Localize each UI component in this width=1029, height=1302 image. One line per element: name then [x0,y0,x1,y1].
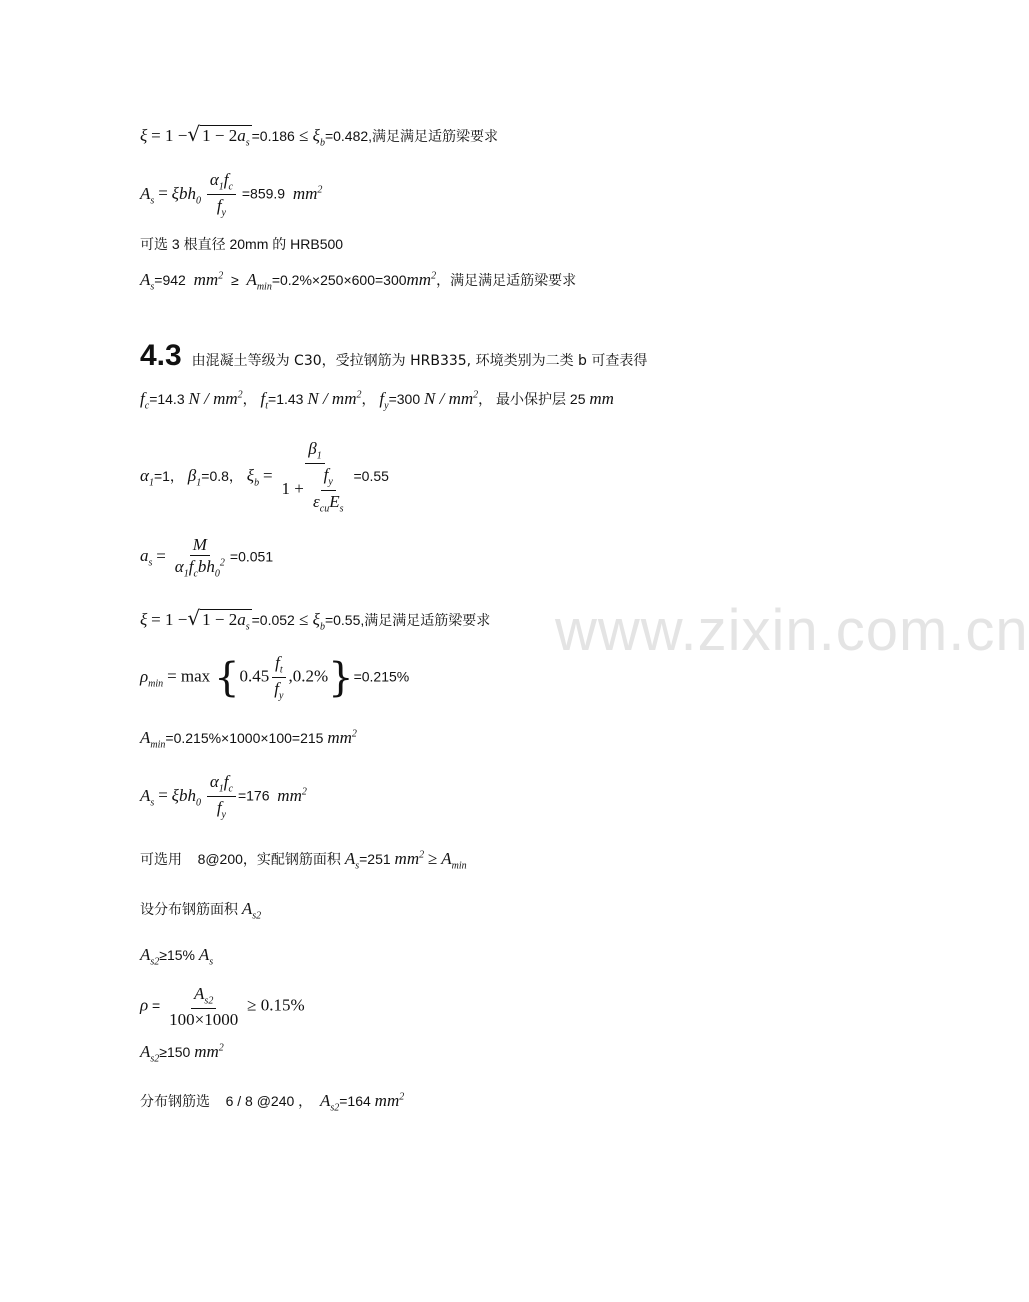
dist-bar-choice: 分布钢筋选 6 / 8 @240 ， $A_{s2}=164$ $mm^2$ [140,1091,405,1114]
dist-area-label: 设分布钢筋面积 $A_{s2}$ [140,899,262,922]
Amin-equation: $A_{min}=0.215\%\times 1000\times 100=215$ $mm^2$ [140,728,357,751]
As-equation-2: $A_s = \xi bh_0$ $\frac{\alpha_1f_c}{f_y}$ =176 $mm^2$ [140,772,307,821]
rho-distribution: ρ = $\frac{A_{s2}}{100\times 1000}$ ≥ 0.15% [140,984,305,1030]
rho-min-equation: $\rho_{min} = \max \{0.45$ $\frac{f_t}{f_y}$ ,0.2%}=0.215% [140,653,410,702]
xi-equation-2: ξ = 1 −√ $1 - 2a_s =0.052 \le \xi_b=0.55$,满足满足适筋梁要求 [140,606,491,633]
section-4-3-header [140,341,647,371]
As-check-1: $A_s=942$ $mm^2 \ge A_{min}=0.2\%\times 250\times 600=300mm^2$，满足满足适筋梁要求 [140,270,577,293]
xi-equation-1: ξ = 1 −√ $1 - 2a_s =0.186 \le \xi_b=0.482$,满足满足适筋梁要求 [140,122,499,149]
As2-min: $A_{s2}\ge 150$ $mm^2$ [140,1042,224,1065]
watermark-text: www.zixin.com.cn [555,598,1029,663]
section-heading: 4.3 [140,339,182,372]
as-equation: $a_s$ = $\frac{M}{\alpha_1f_cbh_0^2}$ =0.051 [140,535,274,580]
As-equation-1: $A_s = \xi bh_0$ $\frac{\alpha_1f_c}{f_y}$ =859.9 $mm^2$ [140,170,323,219]
bar-choice-1: 可选 3 根直径 20mm 的 HRB500 [140,236,344,252]
material-properties: $f_c=14.3$ N / $mm^2$， $f_t=1.43$ N / $mm^2$， $f_y=300$ N / $mm^2$， 最小保护层 25 mm [140,389,614,412]
bar-choice-2: 可选用 8@200，实配钢筋面积 $A_s=251$ $mm^2 \ge A_{min}$ [140,849,467,872]
section-intro: 由混凝土等级为 C30，受拉钢筋为 HRB335, 环境类别为二类 b 可查表得 [191,353,648,369]
coefficients: $\alpha_1=1$， $\beta_1=0.8$， $\xi_b$ = $\beta_1$ 1 + $\frac{f_y}{\varepsilon_{cu}E_s}$ =0.55 [140,439,389,515]
As2-ratio: $A_{s2}\ge 15\%$ $A_s$ [140,945,214,968]
